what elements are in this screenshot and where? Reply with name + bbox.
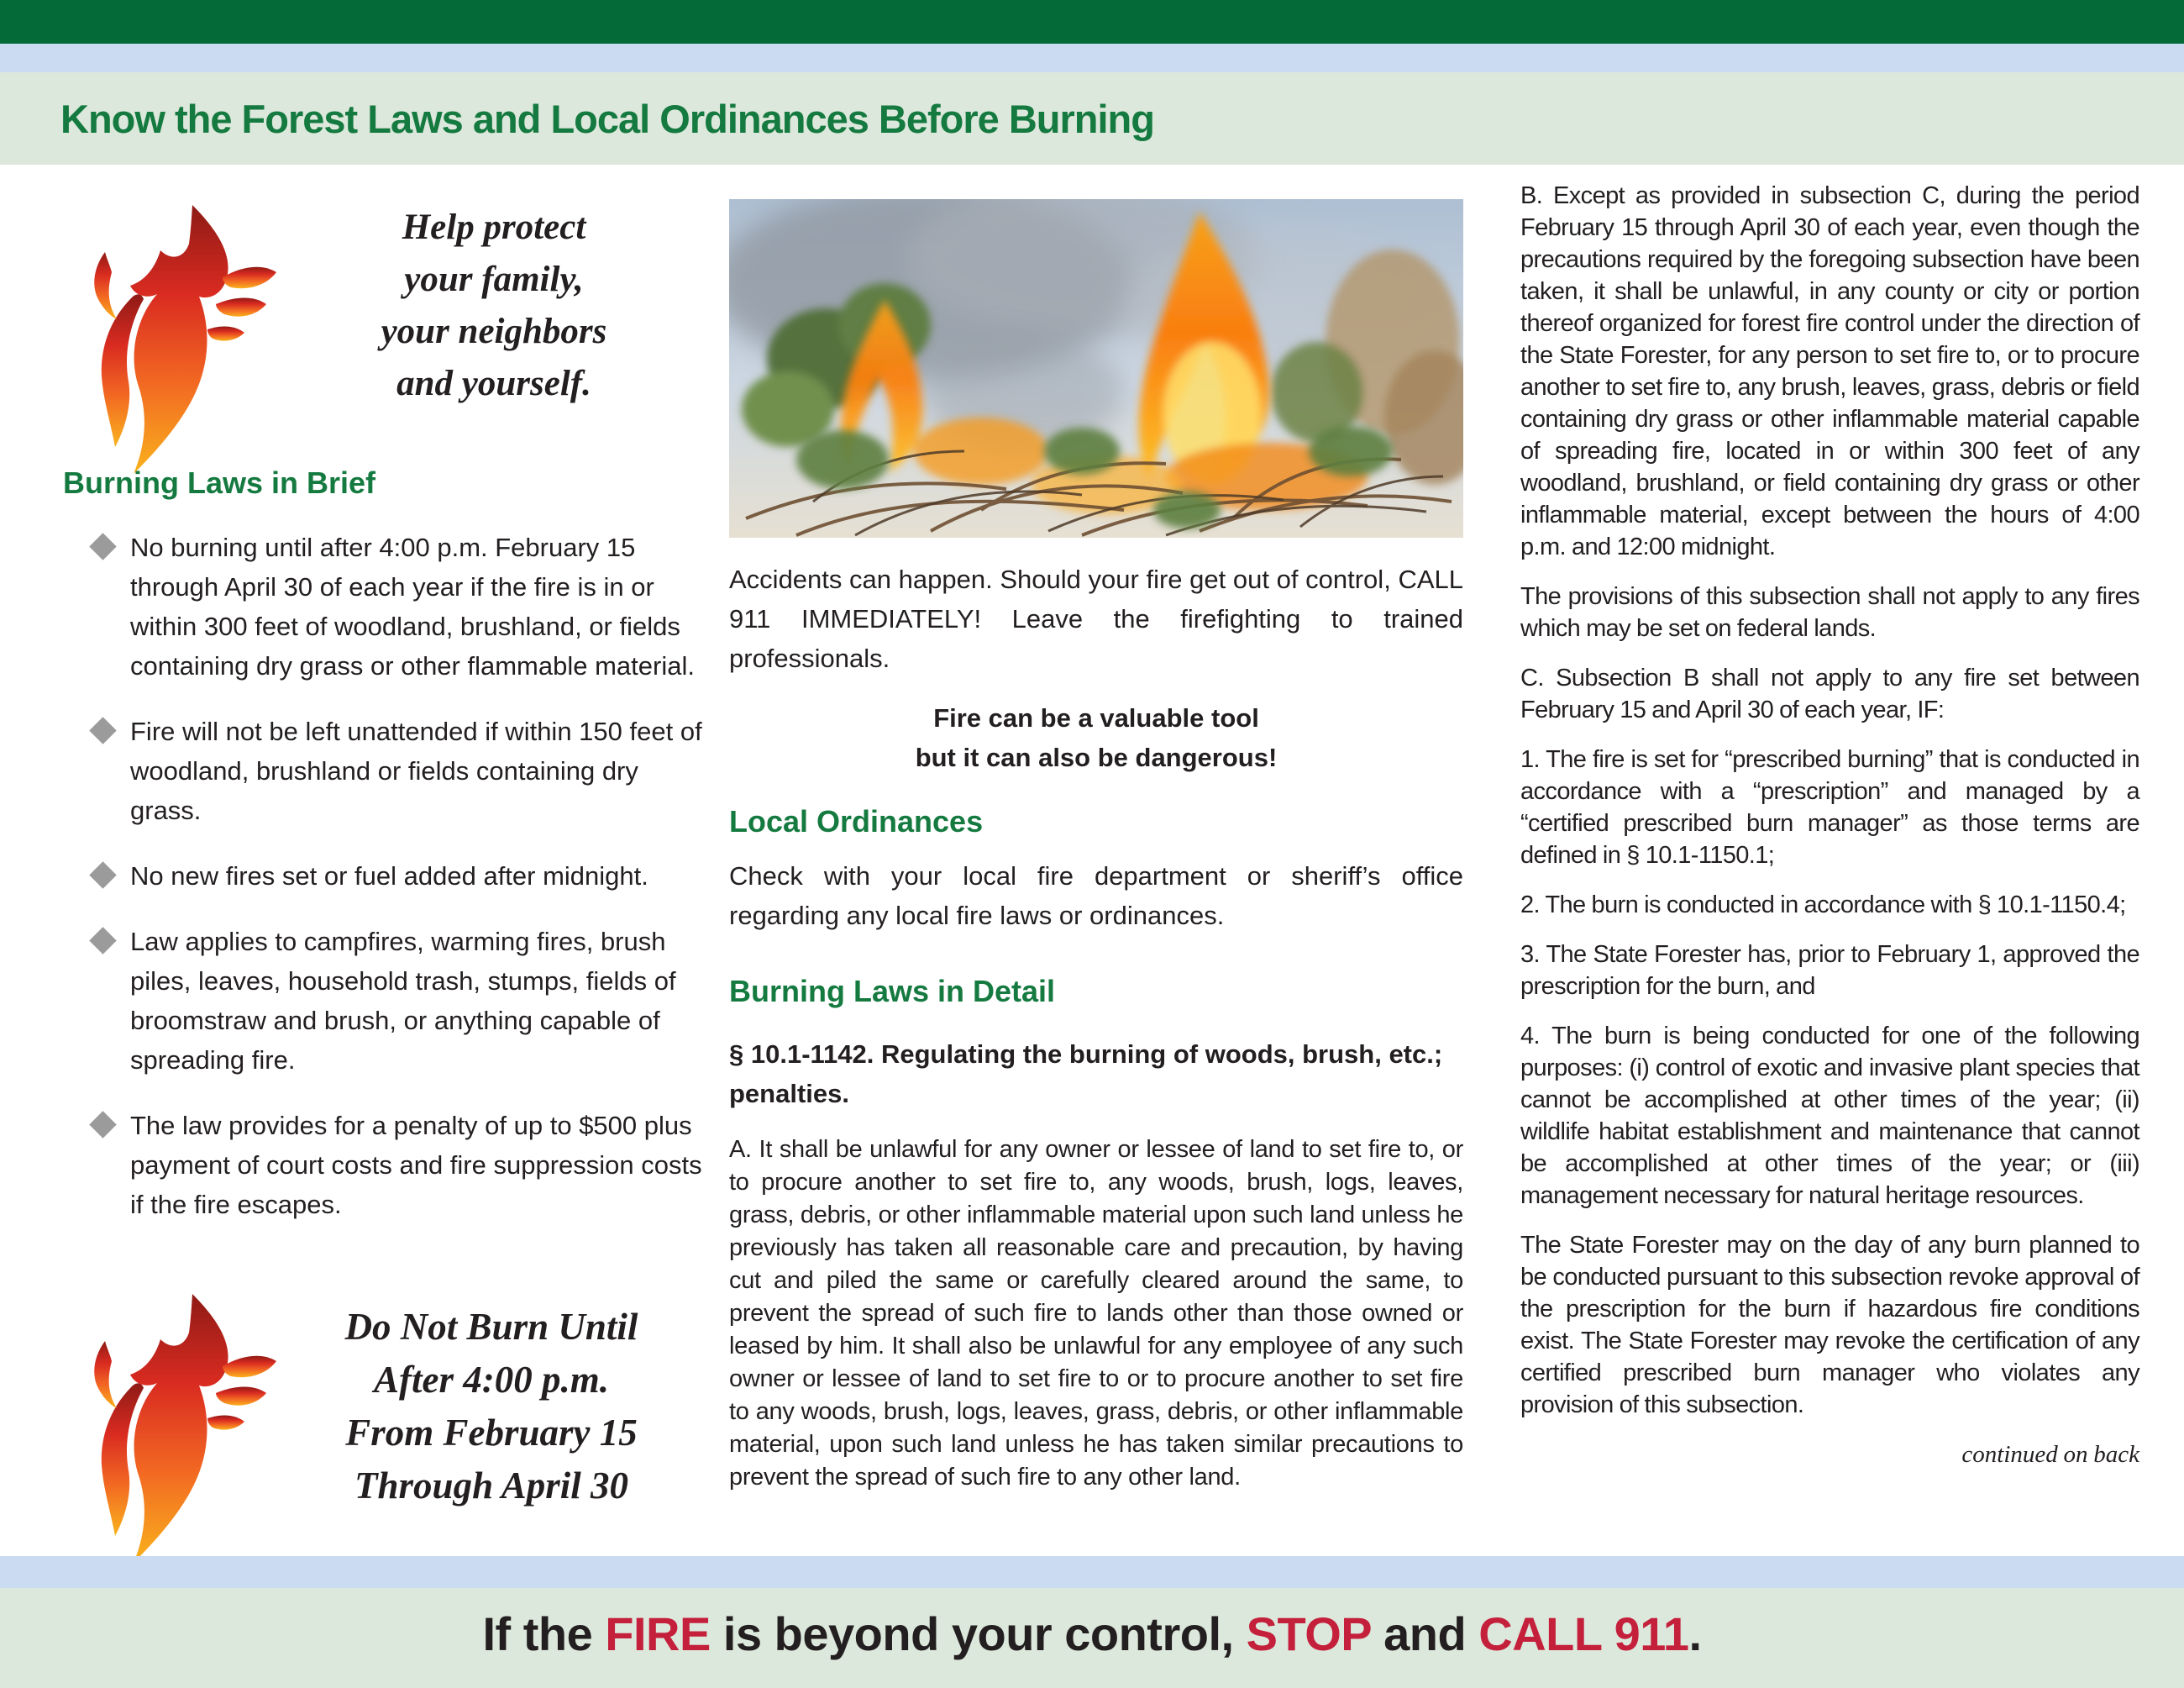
list-item (63, 922, 710, 1080)
list-item-text: Fire will not be left unattended if within 150 feet of woodland, brushland or fields containing dry grass. (130, 717, 702, 825)
quote-line: Help protect (402, 208, 586, 247)
right-column (1520, 180, 2139, 1470)
burning-laws-detail-heading: Burning Laws in Detail (729, 974, 1056, 1008)
callout-line: Fire can be a valuable tool (933, 703, 1259, 733)
quote-line: your neighbors (381, 312, 607, 351)
quote-line: and yourself. (396, 364, 591, 403)
flame-logo-icon (81, 200, 283, 477)
condition-item: 1. The fire is set for “prescribed burning” that is conducted in accordance with a “prescription” and managed by a “certified prescribed burn manager” as those terms are defined in § 10.1-1150.1; (1520, 746, 2139, 869)
footer-segment: If the (482, 1607, 606, 1660)
list-item-text: The law provides for a penalty of up to $500 plus payment of court costs and fire suppression costs if the fire escapes. (130, 1111, 702, 1219)
brush-fire-photo (729, 199, 1463, 538)
diamond-bullet-icon (89, 861, 117, 889)
list-item (63, 856, 710, 896)
statute-title: § 10.1-1142. Regulating the burning of woods, brush, etc.; penalties. (729, 1039, 1443, 1108)
diamond-bullet-icon (89, 1111, 117, 1138)
middle-column (729, 199, 1463, 1518)
callout-line: but it can also be dangerous! (915, 743, 1278, 772)
emergency-call-text (0, 1606, 2184, 1661)
list-item (63, 1106, 710, 1224)
diamond-bullet-icon (89, 927, 117, 954)
flame-logo-icon (81, 1289, 283, 1566)
footer-call911-word: CALL 911 (1478, 1607, 1689, 1660)
federal-lands-paragraph: The provisions of this subsection shall not apply to any fires which may be set on federal lands. (1520, 583, 2139, 642)
condition-item: 2. The burn is conducted in accordance with § 10.1-1150.4; (1520, 891, 2126, 918)
accidents-paragraph: Accidents can happen. Should your fire get out of control, CALL 911 IMMEDIATELY! Leave the firefighting to trained professionals. (729, 565, 1463, 673)
footer-segment: and (1371, 1607, 1479, 1660)
state-forester-paragraph: The State Forester may on the day of any burn planned to be conducted pursuant to this subsection revoke approval of the prescription for the burn if hazardous fire conditions exist. The State Forester may revoke the certification of any certified prescribed burn manager who violates any provision of this subsection. (1520, 1232, 2139, 1418)
protect-quote (305, 202, 683, 410)
top-blue-bar (0, 44, 2184, 72)
diamond-bullet-icon (89, 717, 117, 744)
quote-line: your family, (404, 260, 584, 299)
bottom-band (0, 1588, 2184, 1688)
quote-line: From February 15 (345, 1412, 638, 1454)
diamond-bullet-icon (89, 533, 117, 560)
footer-segment: . (1688, 1607, 1702, 1660)
list-item (63, 712, 710, 830)
page-title: Know the Forest Laws and Local Ordinances Before Burning (60, 97, 1154, 141)
footer-stop-word: STOP (1246, 1607, 1372, 1660)
left-column (63, 165, 710, 1556)
quote-line: After 4:00 p.m. (374, 1359, 609, 1401)
continued-on-back-note: continued on back (1961, 1441, 2139, 1468)
valuable-tool-callout (729, 698, 1463, 777)
top-green-bar (0, 0, 2184, 44)
header-band (0, 72, 2184, 165)
list-item-text: Law applies to campfires, warming fires, brush piles, leaves, household trash, stumps, fields of broomstraw and brush, or anything capable of spreading fire. (130, 927, 676, 1075)
bottom-blue-bar (0, 1556, 2184, 1588)
list-item-text: No new fires set or fuel added after midnight. (130, 861, 648, 891)
footer-fire-word: FIRE (605, 1607, 711, 1660)
condition-item: 3. The State Forester has, prior to February 1, approved the prescription for the burn, and (1520, 941, 2139, 1000)
do-not-burn-quote (290, 1301, 693, 1512)
local-ordinances-paragraph: Check with your local fire department or sheriff’s office regarding any local fire laws or ordinances. (729, 861, 1463, 930)
local-ordinances-heading: Local Ordinances (729, 804, 984, 839)
statute-paragraph-b: B. Except as provided in subsection C, during the period February 15 through April 30 of each year, even though the precautions required by the foregoing subsection have been taken, it shall be unlawful, in any county or city or portion thereof organized for forest fire control under the direction of the State Forester, for any person to set fire to, or to procure another to set fire to, any brush, leaves, grass, debris or field containing dry grass or other inflammable material capable of spreading fire, located in or within 300 feet of any woodland, brushland, or field containing dry grass or other inflammable material, except between the hours of 4:00 p.m. and 12:00 midnight. (1520, 182, 2139, 560)
quote-line: Do Not Burn Until (344, 1306, 638, 1348)
condition-item: 4. The burn is being conducted for one of the following purposes: (i) control of exotic and invasive plant species that cannot be accomplished at other times of the year; (ii) wildlife habitat establishment and maintenance that cannot be accomplished at other times of the year; or (iii) management necessary for natural heritage resources. (1520, 1023, 2139, 1209)
burning-laws-brief-heading: Burning Laws in Brief (63, 465, 376, 500)
quote-line: Through April 30 (354, 1465, 628, 1507)
statute-paragraph-a: A. It shall be unlawful for any owner or lessee of land to set fire to, or to procure another to set fire to, any woods, brush, logs, leaves, grass, debris, or other inflammable material upon such land unless he previously has taken all reasonable care and precaution, by having cut and piled the same or carefully cleared around the same, to prevent the spread of such fire to lands other than those owned or leased by him. It shall also be unlawful for any employee of any such owner or lessee of land to set fire to or to procure another to set fire to any woods, brush, logs, leaves, grass, debris, or other inflammable material, upon such land unless he has taken similar precautions to prevent the spread of such fire to any other land. (729, 1136, 1463, 1491)
burning-laws-brief-list (63, 528, 710, 1250)
list-item-text: No burning until after 4:00 p.m. February 15 through April 30 of each year if the fire is in or within 300 feet of woodland, brushland, or fields containing dry grass or other flammable material. (130, 533, 695, 681)
list-item (63, 528, 710, 686)
statute-paragraph-c: C. Subsection B shall not apply to any fire set between February 15 and April 30 of each year, IF: (1520, 665, 2139, 723)
footer-segment: is beyond your control, (710, 1607, 1247, 1660)
